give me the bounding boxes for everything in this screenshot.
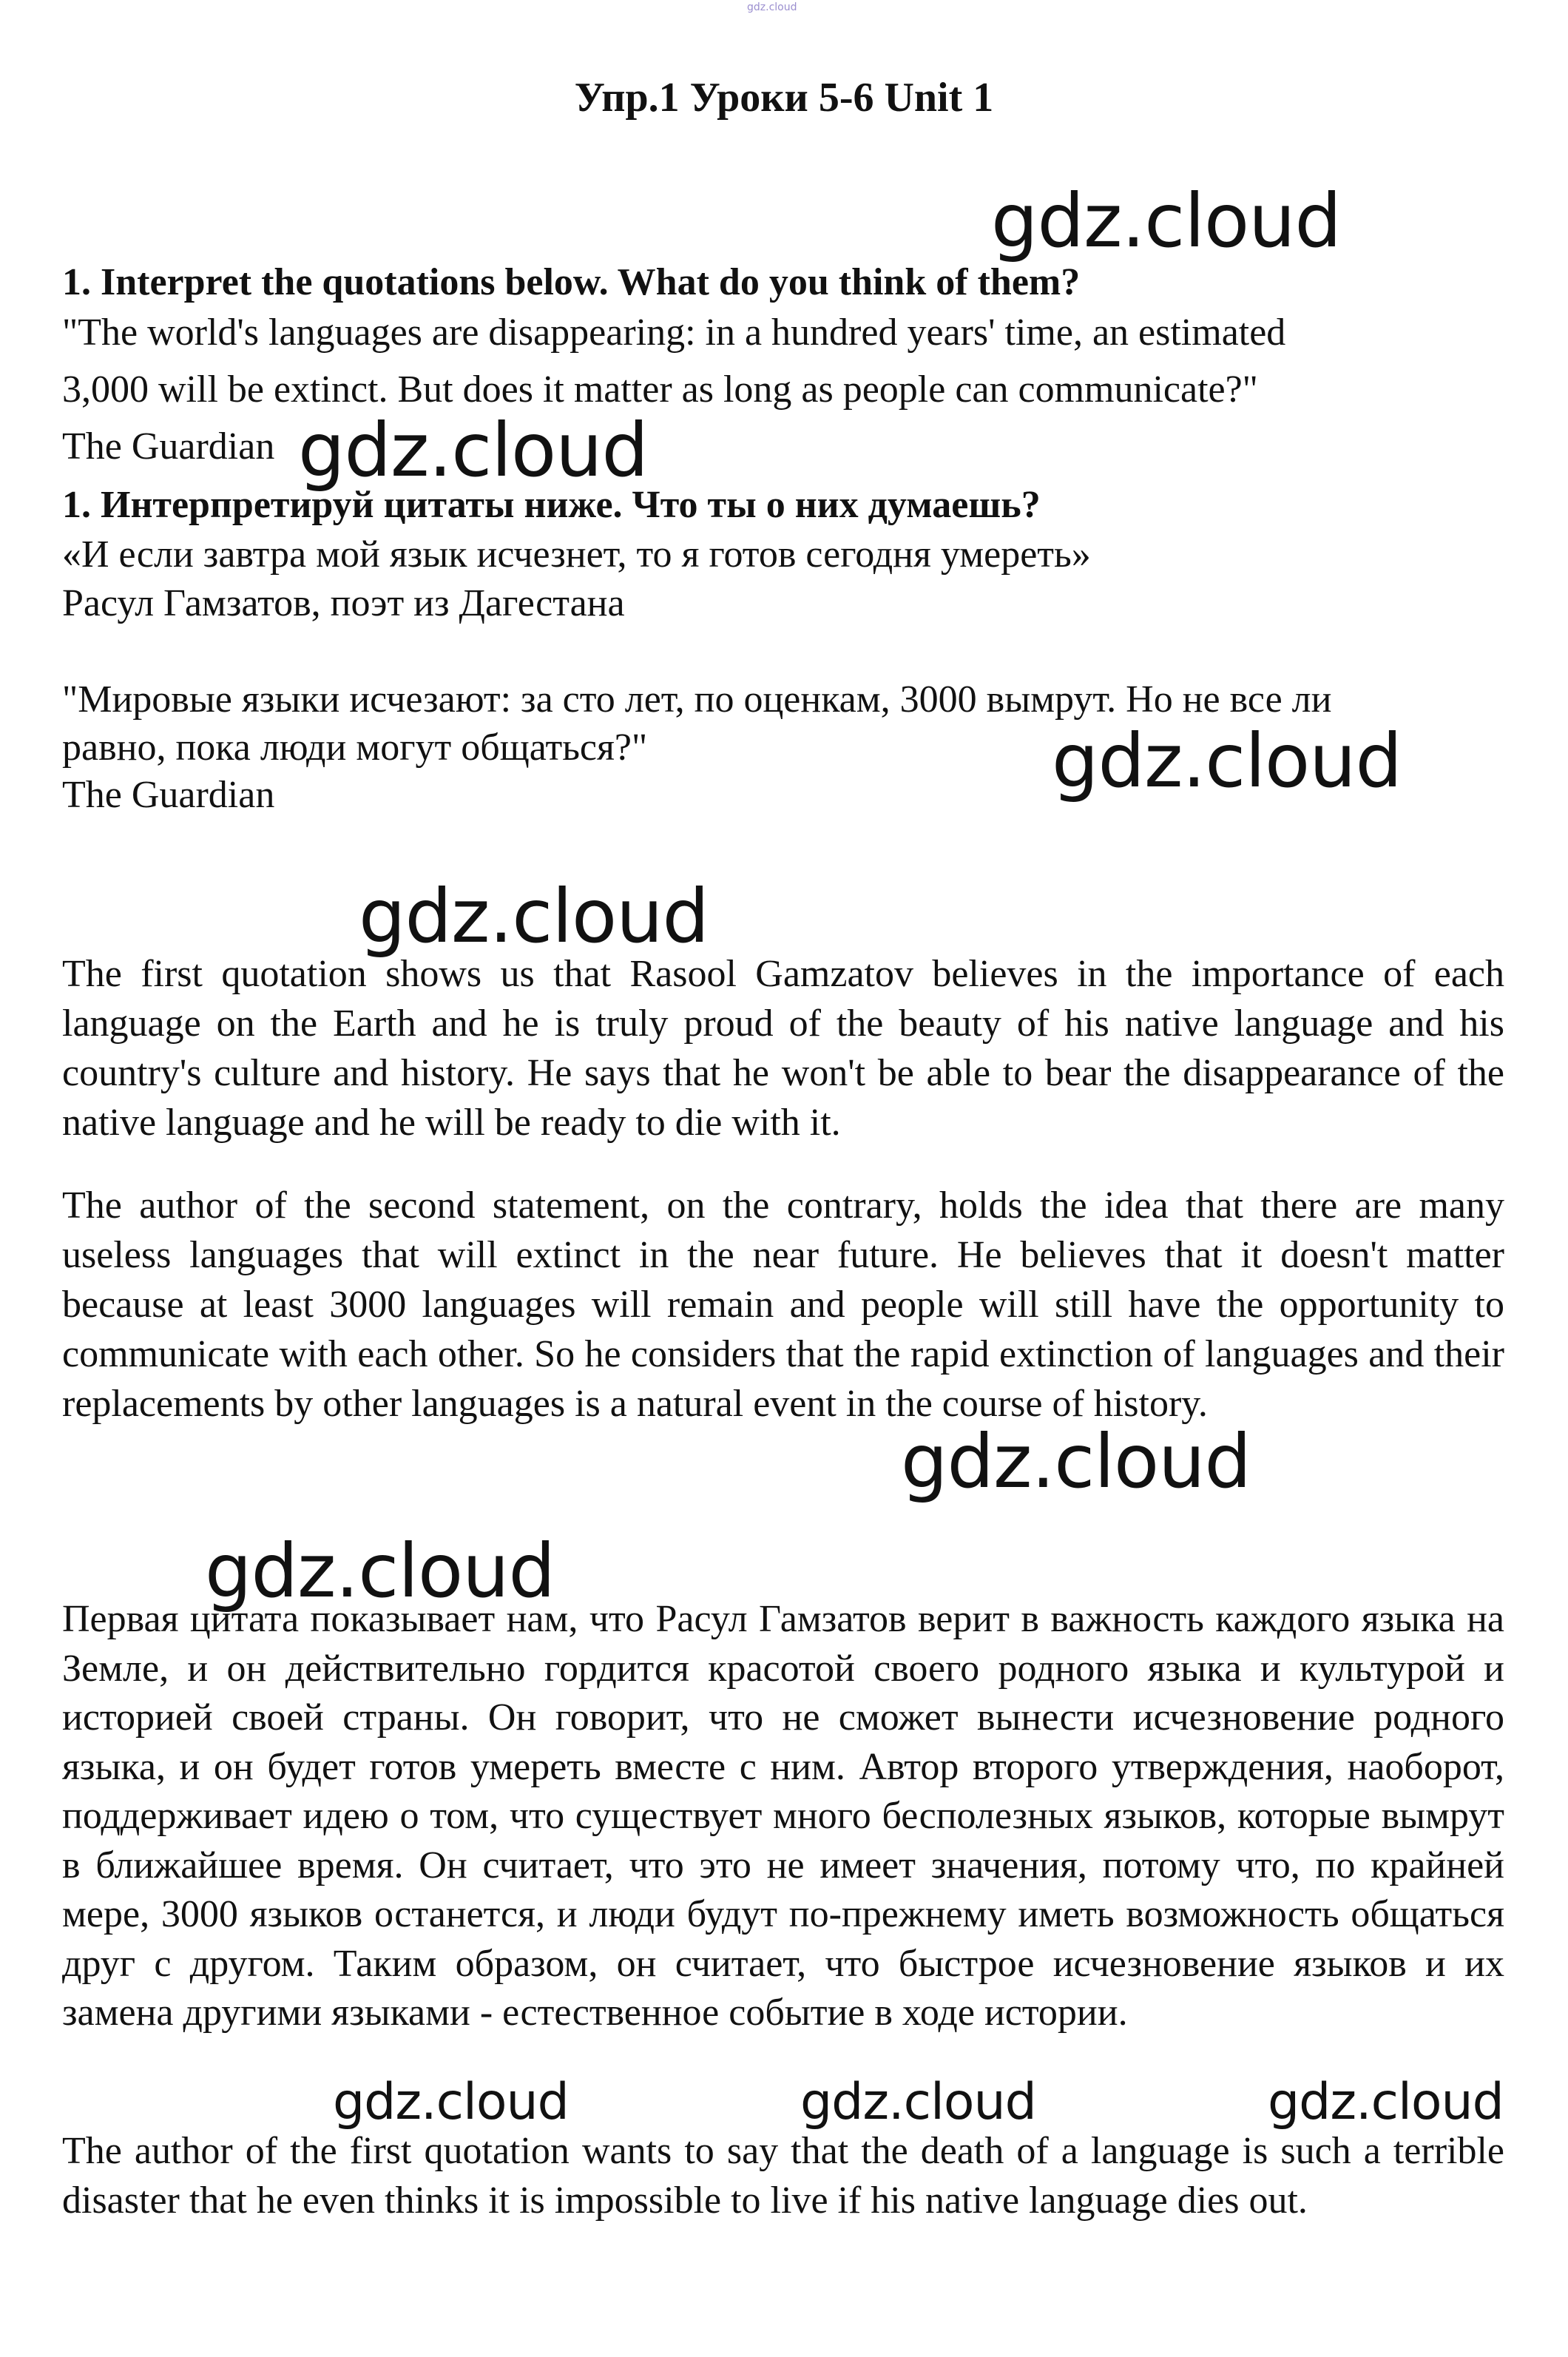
watermark: gdz.cloud bbox=[298, 407, 649, 493]
quote-en-line-1: "The world's languages are disappearing: in a hundred years' time, an estimated bbox=[62, 311, 1286, 354]
answer-paragraph-3: The author of the first quotation wants to say that the death of a language is such a terrible disaster that he even thinks it is impossible to live if his native language dies out. bbox=[62, 2130, 1504, 2222]
watermark: gdz.cloud bbox=[1052, 718, 1402, 804]
quote-ru-2-line-1: "Мировые языки исчезают: за сто лет, по оценкам, 3000 вымрут. Но не все ли bbox=[62, 678, 1332, 721]
tiny-watermark: gdz.cloud bbox=[747, 1, 797, 13]
page-title: Упр.1 Уроки 5-6 Unit 1 bbox=[574, 75, 994, 121]
quote-ru-2-source: The Guardian bbox=[62, 774, 275, 816]
watermark: gdz.cloud bbox=[1268, 2073, 1504, 2131]
task-heading-en: 1. Interpret the quotations below. What do you think of them? bbox=[62, 261, 1081, 303]
quote-en-line-2: 3,000 will be extinct. But does it matter as long as people can communicate?" bbox=[62, 368, 1258, 411]
watermark: gdz.cloud bbox=[205, 1528, 555, 1614]
quote-ru-1-author: Расул Гамзатов, поэт из Дагестана bbox=[62, 582, 625, 624]
watermark: gdz.cloud bbox=[333, 2073, 569, 2131]
answer-paragraph-2: The author of the second statement, on the contrary, holds the idea that there are many useless languages that will extinct in the near future. He believes that it doesn't matter because at least 3000 languages will remain and people will still have the opportunity to communicate with each other. So he considers that the rapid extinction of languages and their replacements by other languages is a natural event in the course of history. bbox=[62, 1184, 1504, 1425]
quote-ru-1: «И если завтра мой язык исчезнет, то я готов сегодня умереть» bbox=[62, 533, 1091, 576]
task-heading-ru: 1. Интерпретируй цитаты ниже. Что ты о них думаешь? bbox=[62, 484, 1041, 526]
quote-en-source: The Guardian bbox=[62, 425, 275, 468]
watermark: gdz.cloud bbox=[359, 873, 709, 960]
watermark: gdz.cloud bbox=[991, 178, 1342, 264]
answer-paragraph-1: The first quotation shows us that Rasool Gamzatov believes in the importance of each language on the Earth and he is truly proud of the beauty of his native language and his country's culture and history. He says that he won't be able to bear the disappearance of the native language and he will be ready to die with it. bbox=[62, 953, 1504, 1144]
watermark: gdz.cloud bbox=[901, 1418, 1251, 1505]
watermark: gdz.cloud bbox=[800, 2073, 1036, 2131]
quote-ru-2-line-2: равно, пока люди могут общаться?" bbox=[62, 726, 648, 769]
answer-paragraph-ru: Первая цитата показывает нам, что Расул Гамзатов верит в важность каждого языка на Земле, и он действительно гордится красотой своего родного языка и культурой и историей своей страны. Он говорит, что не сможет вынести исчезновение родного языка, и он будет готов умереть вместе с ним. Автор второго утверждения, наоборот, поддерживает идею о том, что существует много бесполезных языков, которые вымрут в ближайшее время. Он считает, что это не имеет значения, потому что, по крайней мере, 3000 языков останется, и люди будут по-прежнему иметь возможность общаться друг с другом. Таким образом, он считает, что быстрое исчезновение языков и их замена другими языками - естественное событие в ходе истории. bbox=[62, 1598, 1504, 2034]
